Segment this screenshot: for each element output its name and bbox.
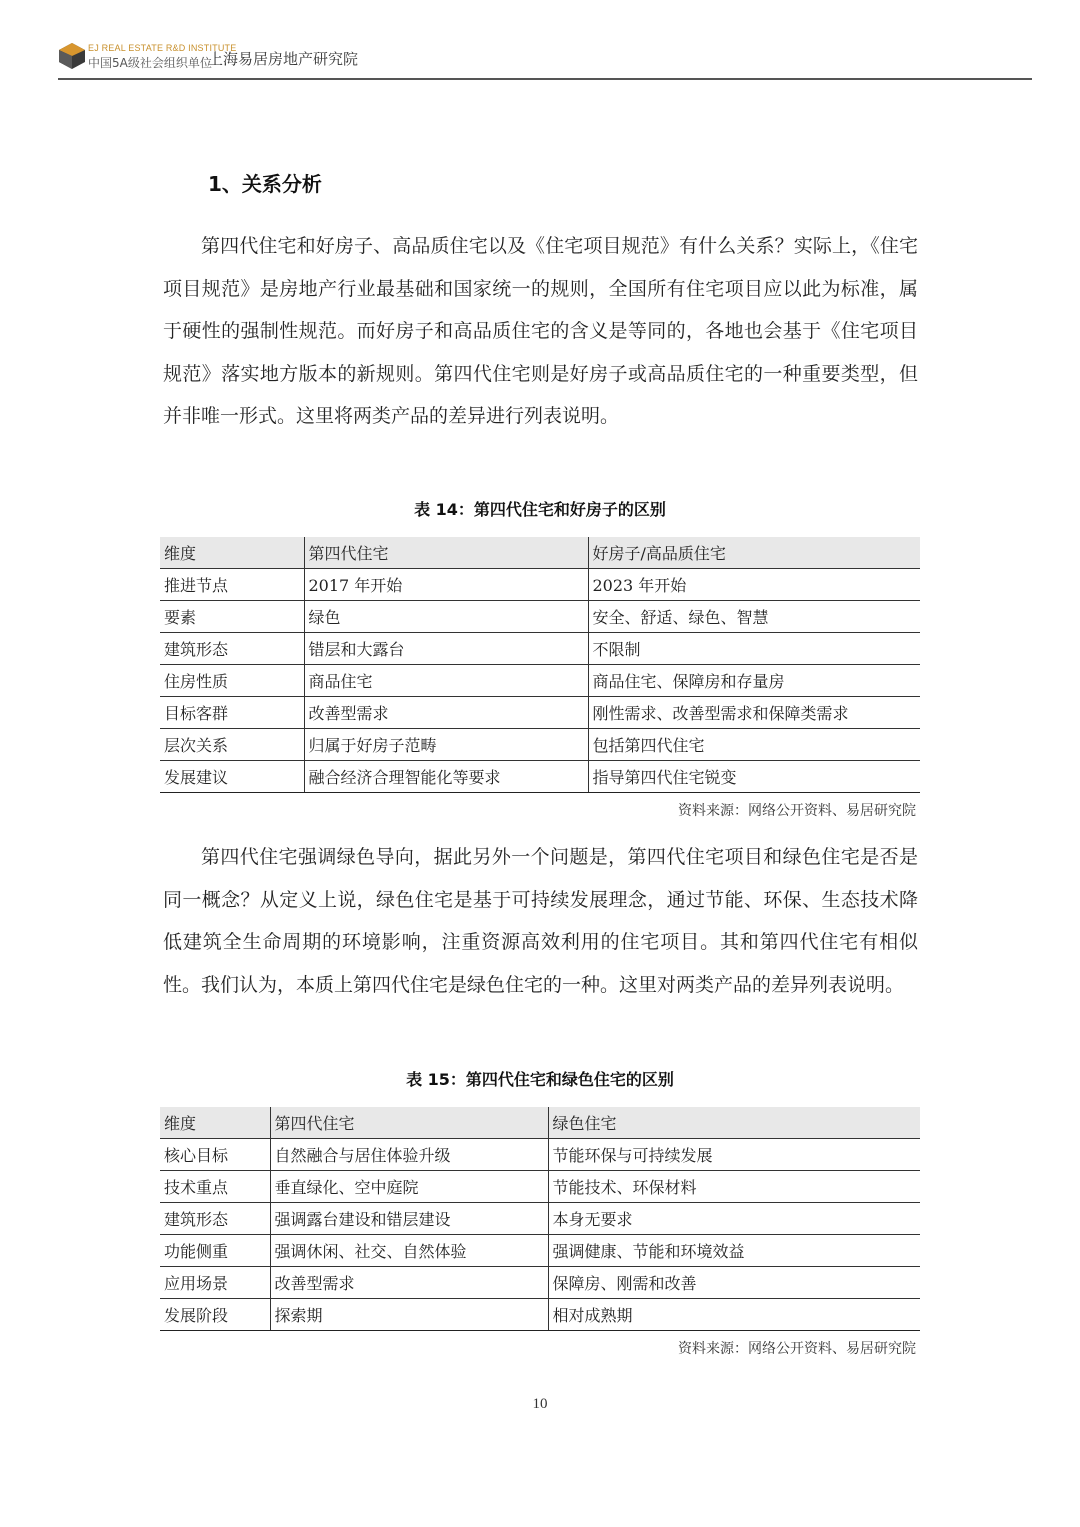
table-cell: 错层和大露台 [304,633,588,665]
table-cell: 自然融合与居住体验升级 [270,1139,548,1171]
table-cell: 应用场景 [160,1267,270,1299]
table-header-cell: 绿色住宅 [548,1107,920,1139]
table-cell: 2023 年开始 [588,569,920,601]
table-cell: 改善型需求 [304,697,588,729]
paragraph-2: 第四代住宅强调绿色导向，据此另外一个问题是，第四代住宅项目和绿色住宅是否是同一概念？从定义上说，绿色住宅是基于可持续发展理念，通过节能、环保、生态技术降低建筑全生命周期的环境影响，注重资源高效利用的住宅项目。其和第四代住宅有相似性。我们认为，本质上第四代住宅是绿色住宅的一种。这里对两类产品的差异列表说明。 [163,846,918,996]
table-cell: 强调休闲、社交、自然体验 [270,1235,548,1267]
table-header-row [160,1107,920,1139]
table-15-title: 表 15：第四代住宅和绿色住宅的区别 [406,1070,674,1089]
table-cell: 发展建议 [160,761,304,793]
table-14 [160,537,920,793]
table-header-cell: 第四代住宅 [304,537,588,569]
table-cell: 安全、舒适、绿色、智慧 [588,601,920,633]
table-cell: 商品住宅、保障房和存量房 [588,665,920,697]
table-cell: 指导第四代住宅锐变 [588,761,920,793]
table-cell: 垂直绿化、空中庭院 [270,1171,548,1203]
table-header-cell: 好房子/高品质住宅 [588,537,920,569]
table-row [160,761,920,793]
table-row [160,729,920,761]
table-header-cell: 维度 [160,537,304,569]
table-cell: 归属于好房子范畴 [304,729,588,761]
table-cell: 节能环保与可持续发展 [548,1139,920,1171]
table-row [160,1139,920,1171]
table-row [160,1299,920,1331]
table-row [160,665,920,697]
table-cell: 2017 年开始 [304,569,588,601]
page-header [58,40,1032,80]
table-14-source: 资料来源：网络公开资料、易居研究院 [678,803,916,819]
table-header-row [160,537,920,569]
table-row [160,1171,920,1203]
table-15-source: 资料来源：网络公开资料、易居研究院 [678,1341,916,1357]
table-cell: 相对成熟期 [548,1299,920,1331]
table-cell: 保障房、刚需和改善 [548,1267,920,1299]
table-row [160,1203,920,1235]
org-tagline: 中国5A级社会组织单位 [88,56,212,70]
table-cell: 功能侧重 [160,1235,270,1267]
table-cell: 发展阶段 [160,1299,270,1331]
table-cell: 要素 [160,601,304,633]
page-number: 10 [532,1396,548,1412]
table-cell: 改善型需求 [270,1267,548,1299]
table-row [160,1267,920,1299]
table-cell: 住房性质 [160,665,304,697]
table-header-cell: 维度 [160,1107,270,1139]
table-row [160,601,920,633]
table-cell: 节能技术、环保材料 [548,1171,920,1203]
table-cell: 绿色 [304,601,588,633]
table-cell: 建筑形态 [160,1203,270,1235]
table-cell: 探索期 [270,1299,548,1331]
table-cell: 技术重点 [160,1171,270,1203]
table-row [160,569,920,601]
table-15 [160,1107,920,1331]
table-row [160,1235,920,1267]
institute-logo-icon [58,42,86,70]
table-cell: 刚性需求、改善型需求和保障类需求 [588,697,920,729]
paragraph-1: 第四代住宅和好房子、高品质住宅以及《住宅项目规范》有什么关系？实际上，《住宅项目规范》是房地产行业最基础和国家统一的规则，全国所有住宅项目应以此为标准，属于硬性的强制性规范。而好房子和高品质住宅的含义是等同的，各地也会基于《住宅项目规范》落实地方版本的新规则。第四代住宅则是好房子或高品质住宅的一种重要类型，但并非唯一形式。这里将两类产品的差异进行列表说明。 [163,235,918,427]
table-cell: 层次关系 [160,729,304,761]
table-cell: 核心目标 [160,1139,270,1171]
table-cell: 包括第四代住宅 [588,729,920,761]
table-cell: 建筑形态 [160,633,304,665]
table-cell: 本身无要求 [548,1203,920,1235]
table-header-cell: 第四代住宅 [270,1107,548,1139]
table-cell: 目标客群 [160,697,304,729]
table-cell: 强调露台建设和错层建设 [270,1203,548,1235]
table-row [160,633,920,665]
table-cell: 融合经济合理智能化等要求 [304,761,588,793]
table-14-title: 表 14：第四代住宅和好房子的区别 [414,500,666,519]
section-title: 1、关系分析 [208,172,322,196]
table-cell: 不限制 [588,633,920,665]
table-cell: 强调健康、节能和环境效益 [548,1235,920,1267]
table-cell: 商品住宅 [304,665,588,697]
org-name-cn: 上海易居房地产研究院 [208,50,359,68]
org-name-en: EJ REAL ESTATE R&D INSTITUTE [88,43,237,53]
table-cell: 推进节点 [160,569,304,601]
table-row [160,697,920,729]
